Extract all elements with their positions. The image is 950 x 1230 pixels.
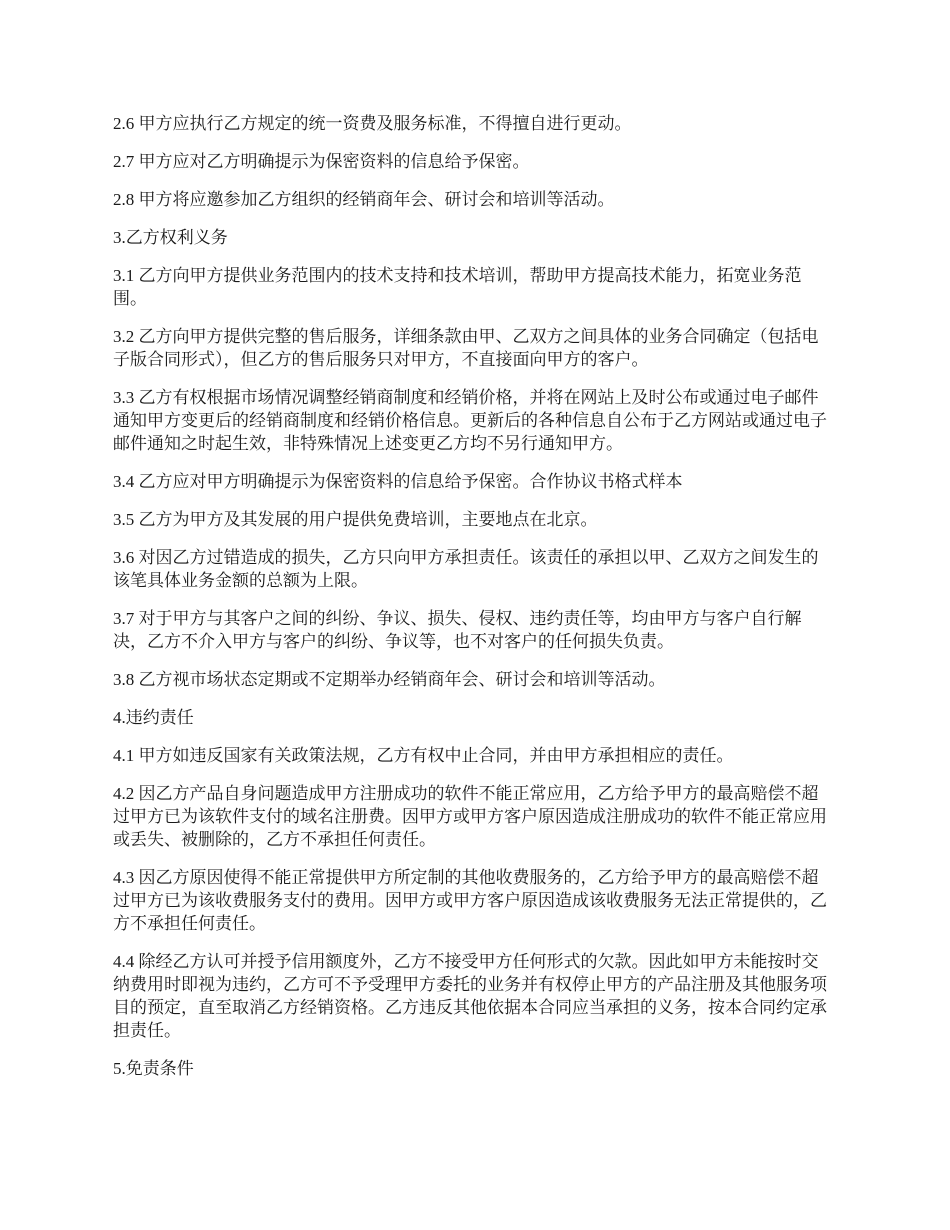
clause-2-6: 2.6 甲方应执行乙方规定的统一资费及服务标准，不得擅自进行更动。 (113, 114, 632, 133)
clause-4-2: 4.2 因乙方产品自身问题造成甲方注册成功的软件不能正常应用，乙方给予甲方的最高赔偿不超过甲方已为该软件支付的域名注册费。因甲方或甲方客户原因造成注册成功的软件不能正常应用或丢失、被删除的，乙方不承担任何责任。 (113, 784, 827, 849)
clause-3-8: 3.8 乙方视市场状态定期或不定期举办经销商年会、研讨会和培训等活动。 (113, 670, 666, 689)
document-page (113, 112, 835, 1095)
clause-2-7: 2.7 甲方应对乙方明确提示为保密资料的信息给予保密。 (113, 152, 530, 171)
clause-2-8: 2.8 甲方将应邀参加乙方组织的经销商年会、研讨会和培训等活动。 (113, 190, 615, 209)
clause-4-1: 4.1 甲方如违反国家有关政策法规，乙方有权中止合同，并由甲方承担相应的责任。 (113, 746, 734, 765)
clause-3-7: 3.7 对于甲方与其客户之间的纠纷、争议、损失、侵权、违约责任等，均由甲方与客户自行解决，乙方不介入甲方与客户的纠纷、争议等，也不对客户的任何损失负责。 (113, 609, 802, 651)
section-heading-4: 4.违约责任 (113, 708, 194, 727)
clause-4-3: 4.3 因乙方原因使得不能正常提供甲方所定制的其他收费服务的，乙方给予甲方的最高赔偿不超过甲方已为该收费服务支付的费用。因甲方或甲方客户原因造成该收费服务无法正常提供的，乙方不承担任何责任。 (113, 868, 827, 933)
clause-3-2: 3.2 乙方向甲方提供完整的售后服务，详细条款由甲、乙双方之间具体的业务合同确定（包括电子版合同形式），但乙方的售后服务只对甲方，不直接面向甲方的客户。 (113, 327, 819, 369)
clause-3-4: 3.4 乙方应对甲方明确提示为保密资料的信息给予保密。合作协议书格式样本 (113, 472, 683, 491)
section-heading-3: 3.乙方权利义务 (113, 228, 228, 247)
clause-3-3: 3.3 乙方有权根据市场情况调整经销商制度和经销价格，并将在网站上及时公布或通过电子邮件通知甲方变更后的经销商制度和经销价格信息。更新后的各种信息自公布于乙方网站或通过电子邮件通知之时起生效，非特殊情况上述变更乙方均不另行通知甲方。 (113, 388, 827, 453)
clause-4-4: 4.4 除经乙方认可并授予信用额度外，乙方不接受甲方任何形式的欠款。因此如甲方未能按时交纳费用时即视为违约，乙方可不予受理甲方委托的业务并有权停止甲方的产品注册及其他服务项目的预定，直至取消乙方经销资格。乙方违反其他依据本合同应当承担的义务，按本合同约定承担责任。 (113, 952, 827, 1040)
section-heading-5: 5.免责条件 (113, 1059, 194, 1078)
clause-3-6: 3.6 对因乙方过错造成的损失，乙方只向甲方承担责任。该责任的承担以甲、乙双方之间发生的该笔具体业务金额的总额为上限。 (113, 548, 819, 590)
clause-3-5: 3.5 乙方为甲方及其发展的用户提供免费培训，主要地点在北京。 (113, 510, 598, 529)
clause-3-1: 3.1 乙方向甲方提供业务范围内的技术支持和技术培训，帮助甲方提高技术能力，拓宽业务范围。 (113, 266, 802, 308)
